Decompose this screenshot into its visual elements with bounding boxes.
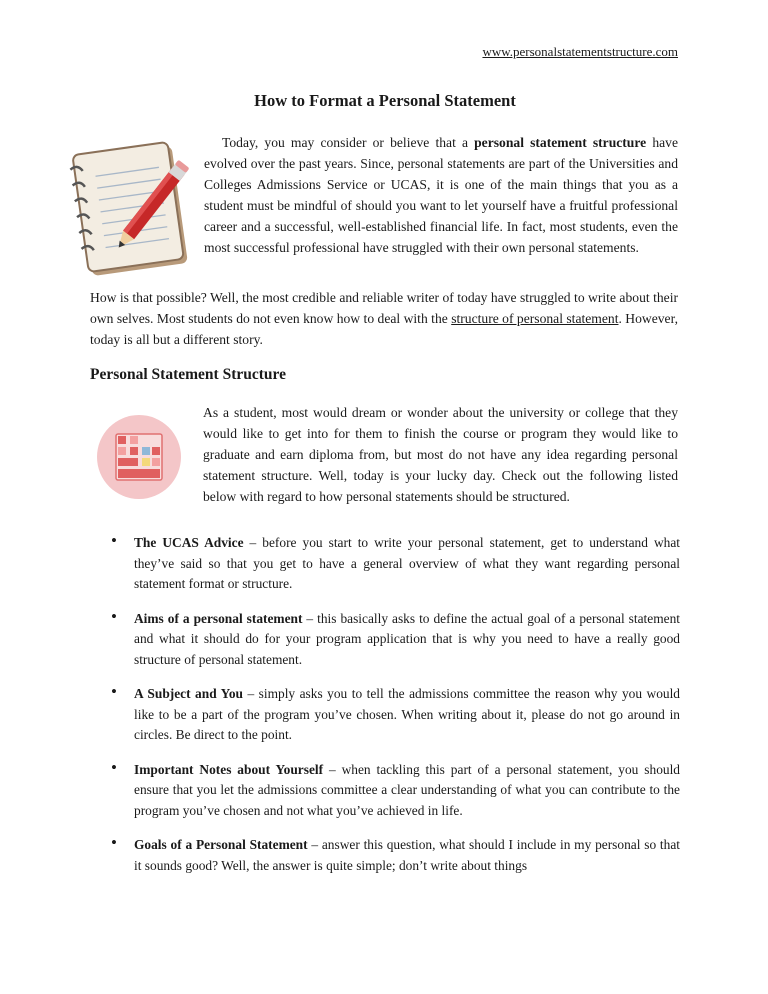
bullet-dot: • [111,757,117,777]
bullet-item [90,757,680,822]
document-title: How to Format a Personal Statement [254,91,516,110]
intro-text-start: Today, you may consider or believe that a [222,135,475,150]
bullet-item [90,684,680,746]
bullet-term: Aims of a personal statement [134,610,303,626]
bullet-dot: • [111,606,117,626]
bullet-dot: • [111,833,117,852]
structure-link[interactable]: structure of personal statement [451,311,619,326]
structure-bullet-list [90,533,680,890]
section-paragraph: As a student, most would dream or wonder about the university or college that they would like to get into for them to finish the course or program they would like to graduate and earn diploma from, but most do not have any idea regarding personal statement structure. Well, today is your lucky day. Check out the following listed below with regard to how personal statements should be structured. [203,405,678,504]
bullet-term: A Subject and You [134,686,243,701]
site-url-link[interactable]: www.personalstatementstructure.com [482,44,678,59]
bullet-item [90,606,680,671]
bullet-term: The UCAS Advice [134,535,244,550]
body-text-end: . However, today is all but a different story. [90,311,678,347]
intro-text-rest: have evolved over the past years. Since, personal statements are part of the Universities and Colleges Admissions Service or UCAS, it is one of the main things that you as a student must be mindful of should you want to let yourself have a fruitful professional career and a successful, well-established financial life. In fact, most students, even the most successful professional have struggled with their own personal statements. [204,135,678,255]
bullet-dot: • [111,531,117,550]
bullet-term: Important Notes about Yourself [134,761,324,777]
bullet-term: Goals of a Personal Statement [134,837,308,852]
bullet-dot: • [111,682,117,701]
intro-bold-phrase: personal statement structure [474,135,647,150]
bullet-text: – simply asks you to tell the admissions committee the reason why you would like to be a part of the program you’ve chosen. When writing about it, please do not go around in circles. Be direct to the point. [134,686,681,742]
bullet-item [90,835,680,876]
bullet-text: – before you start to write your personal statement, get to understand what they’ve said so that you get to have a general overview of what they want regarding personal statement format or structure. [134,535,681,591]
section-heading: Personal Statement Structure [90,366,287,383]
body-text-start: How is that possible? Well, the most credible and reliable writer of today have struggled to write about their own selves. Most students do not even know how to deal with the [90,290,678,326]
intro-paragraph [204,132,678,258]
planning-board-icon [96,414,182,500]
bullet-text: – when tackling this part of a personal statement, you should ensure that you let the admissions committee a clear understanding of what you can contribute to the program you’ve chosen and not what you’ve achieved in life. [134,761,680,818]
bullet-item [90,533,680,595]
body-paragraph [90,287,678,350]
notepad-pencil-icon [66,140,204,278]
bullet-text: – this basically asks to define the actual goal of a personal statement and what it should do for your program application that is why you need to have a really good structure of personal statement. [134,610,680,667]
bullet-text: – answer this question, what should I include in my personal so that it sounds good? Well, the answer is quite simple; don’t write about things [134,837,681,873]
